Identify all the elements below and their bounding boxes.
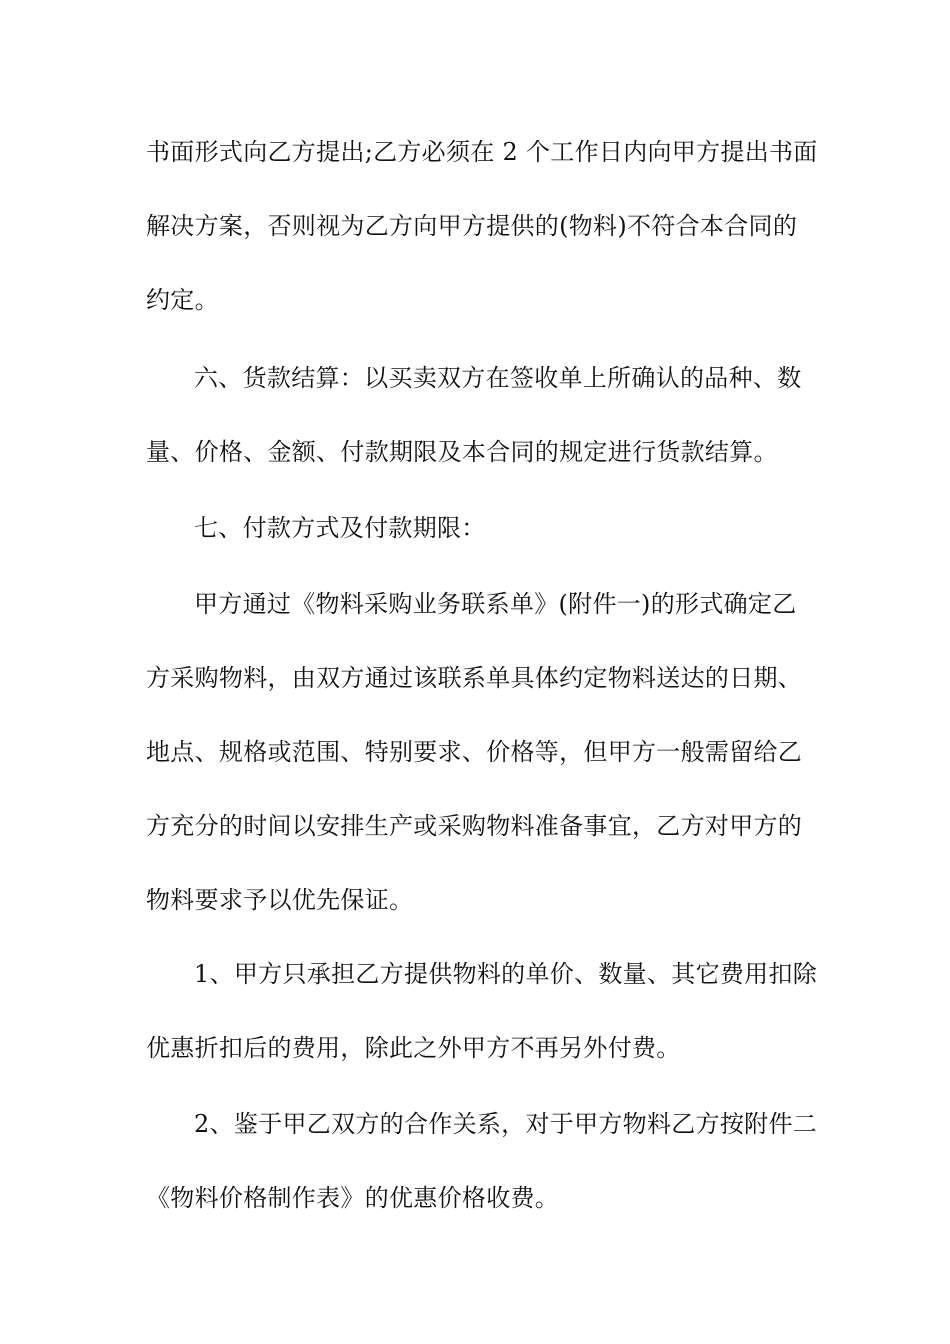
text-line: 物料要求予以优先保证。 — [146, 886, 414, 914]
text-line: 约定。 — [146, 286, 219, 314]
section-seven-heading: 七、付款方式及付款期限： — [194, 514, 486, 542]
text-line: 甲方通过《物料采购业务联系单》(附件一)的形式确定乙 — [194, 590, 797, 618]
text-line: 方充分的时间以安排生产或采购物料准备事宜，乙方对甲方的 — [146, 812, 803, 840]
clause-one: 1、甲方只承担乙方提供物料的单价、数量、其它费用扣除 — [194, 960, 818, 988]
text-line: 地点、规格或范围、特别要求、价格等，但甲方一般需留给乙 — [146, 738, 803, 766]
text-line: 书面形式向乙方提出;乙方必须在 2 个工作日内向甲方提出书面 — [146, 138, 818, 166]
text-line: 优惠折扣后的费用，除此之外甲方不再另外付费。 — [146, 1034, 681, 1062]
text-line: 方采购物料，由双方通过该联系单具体约定物料送达的日期、 — [146, 664, 803, 692]
text-line: 量、价格、金额、付款期限及本合同的规定进行货款结算。 — [146, 438, 778, 466]
section-six-heading: 六、货款结算：以买卖双方在签收单上所确认的品种、数 — [194, 364, 802, 392]
text-line: 《物料价格制作表》的优惠价格收费。 — [146, 1184, 560, 1212]
text-line: 解决方案，否则视为乙方向甲方提供的(物料)不符合本合同的 — [146, 212, 798, 240]
clause-two: 2、鉴于甲乙双方的合作关系，对于甲方物料乙方按附件二 — [194, 1110, 818, 1138]
